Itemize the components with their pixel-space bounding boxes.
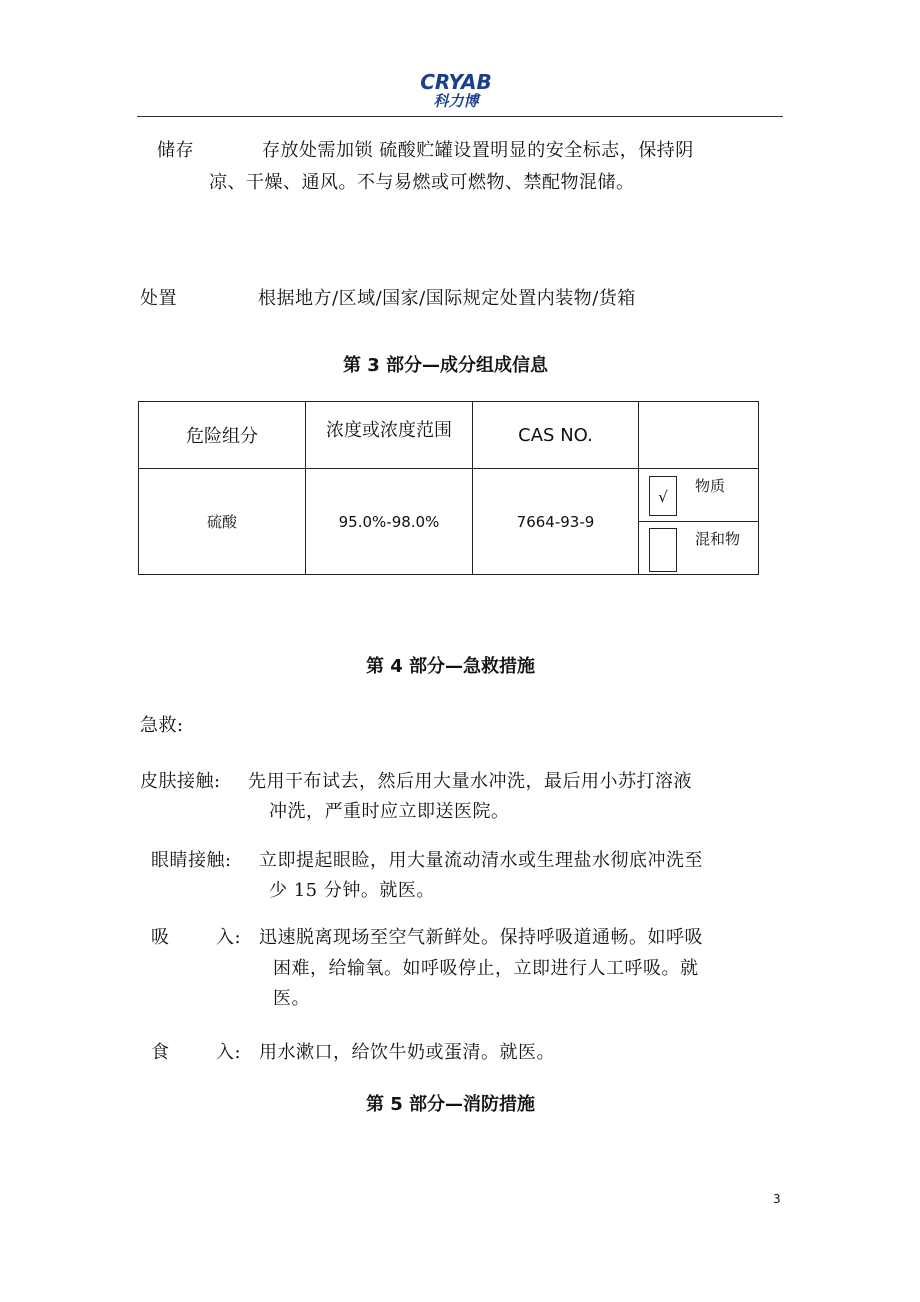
header-cas: CAS NO. bbox=[473, 402, 639, 469]
storage-label: 储存 bbox=[157, 140, 194, 161]
ingestion-text-line1: 用水漱口，给饮牛奶或蛋清。就医。 bbox=[259, 1042, 555, 1063]
substance-label: 物质 bbox=[695, 477, 726, 495]
ingestion-label-b: 入: bbox=[216, 1042, 242, 1063]
ingestion-label-a: 食 bbox=[151, 1042, 170, 1063]
skin-label: 皮肤接触: bbox=[140, 771, 221, 792]
table-row bbox=[139, 469, 759, 522]
substance-checkbox[interactable]: √ bbox=[649, 476, 677, 516]
inhalation-text-line3: 医。 bbox=[273, 988, 310, 1009]
company-logo-graphic bbox=[402, 72, 510, 108]
inhalation-text-line2: 困难，给输氧。如呼吸停止，立即进行人工呼吸。就 bbox=[273, 958, 699, 979]
eye-label: 眼睛接触: bbox=[151, 850, 232, 871]
mixture-label: 混和物 bbox=[695, 530, 741, 548]
first-aid-intro: 急救: bbox=[140, 715, 184, 736]
disposal-text: 根据地方/区域/国家/国际规定处置内装物/货箱 bbox=[258, 288, 636, 309]
logo-subtext: 科力博 bbox=[433, 92, 479, 108]
storage-text-line2: 凉、干燥、通风。不与易燃或可燃物、禁配物混储。 bbox=[209, 172, 635, 193]
composition-table bbox=[138, 401, 759, 575]
company-logo bbox=[402, 72, 510, 108]
cell-component: 硫酸 bbox=[139, 469, 306, 575]
inhalation-label-b: 入: bbox=[216, 927, 242, 948]
logo-text: CRYAB bbox=[420, 72, 492, 94]
skin-text-line1: 先用干布试去，然后用大量水冲洗，最后用小苏打溶液 bbox=[248, 771, 692, 792]
header-type bbox=[639, 402, 759, 469]
header-divider bbox=[137, 116, 783, 117]
section4-title: 第 4 部分—急救措施 bbox=[366, 656, 536, 677]
eye-text-line1: 立即提起眼睑，用大量流动清水或生理盐水彻底冲洗至 bbox=[259, 850, 703, 871]
header-component: 危险组分 bbox=[139, 402, 306, 469]
skin-text-line2: 冲洗，严重时应立即送医院。 bbox=[269, 801, 510, 822]
section5-title: 第 5 部分—消防措施 bbox=[366, 1094, 536, 1115]
inhalation-text-line1: 迅速脱离现场至空气新鲜处。保持呼吸道通畅。如呼吸 bbox=[259, 927, 703, 948]
disposal-label: 处置 bbox=[140, 288, 177, 309]
table-header-row bbox=[139, 402, 759, 469]
section3-title: 第 3 部分—成分组成信息 bbox=[343, 355, 549, 376]
eye-text-line2: 少 15 分钟。就医。 bbox=[269, 880, 435, 901]
cell-cas: 7664-93-9 bbox=[473, 469, 639, 575]
page-number: 3 bbox=[773, 1192, 781, 1206]
inhalation-label-a: 吸 bbox=[151, 927, 170, 948]
storage-text-line1: 存放处需加锁 硫酸贮罐设置明显的安全标志，保持阴 bbox=[262, 140, 694, 161]
option-mixture bbox=[639, 522, 759, 575]
mixture-checkbox[interactable] bbox=[649, 528, 677, 572]
header-concentration: 浓度或浓度范围 bbox=[306, 402, 473, 469]
cell-concentration: 95.0%-98.0% bbox=[306, 469, 473, 575]
option-substance bbox=[639, 469, 759, 522]
